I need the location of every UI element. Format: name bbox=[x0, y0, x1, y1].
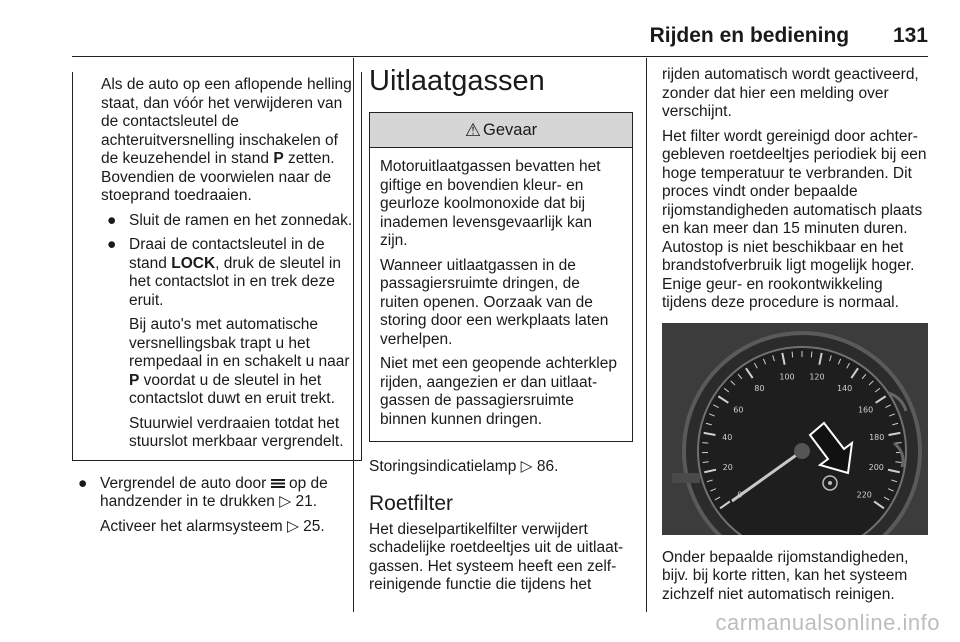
text-span: Bij auto's met automatische versnellingsbak trapt u het rempedaal in en schakelt u naar bbox=[129, 316, 350, 370]
bold-term: P bbox=[273, 150, 284, 167]
column-left bbox=[78, 72, 353, 542]
page-number: 131 bbox=[892, 24, 928, 47]
gauge-tick-label: 40 bbox=[722, 432, 733, 442]
gauge-tick-label: 220 bbox=[856, 490, 872, 500]
warning-box bbox=[369, 112, 633, 442]
bold-term: LOCK bbox=[171, 254, 216, 272]
watermark: carmanualsonline.info bbox=[715, 610, 940, 635]
warning-title: Gevaar bbox=[483, 120, 538, 139]
alarm-paragraph bbox=[78, 518, 340, 537]
gauge-tick-label: 200 bbox=[868, 462, 884, 472]
boxed-note bbox=[72, 72, 362, 461]
page-reference-triangle-icon: ▷ bbox=[520, 458, 533, 475]
gauge-tick-label: 140 bbox=[836, 383, 853, 393]
section-title: Uitlaatgassen bbox=[369, 65, 545, 97]
automatic-paragraph bbox=[101, 316, 353, 409]
bullet-icon: ● bbox=[78, 474, 88, 492]
warning-paragraph: Motoruitlaatgassen bevatten het giftige en bovendien kleur- en geurloze koolmonoxide dat bij inademen levensgevaarlijk kan zijn. bbox=[380, 158, 601, 249]
gauge-tick-label: 180 bbox=[869, 432, 885, 442]
box-paragraph bbox=[101, 76, 353, 206]
text-span: Als de auto op een aflopende helling staat, dan vóór het verwijderen van de contactsleutel de achteruitversnelling inschakelen of de keuzehendel in stand bbox=[101, 76, 352, 167]
gauge-tick-label: 60 bbox=[733, 404, 744, 414]
text-span: zetten. Bovendien de voorwielen naar de stoeprand toedraaien. bbox=[101, 150, 335, 204]
list-item bbox=[101, 212, 353, 231]
gauge-tick bbox=[811, 351, 812, 357]
page-reference-triangle-icon: ▷ bbox=[279, 493, 292, 511]
warning-paragraph: Wanneer uitlaatgassen in de passagiersruimte dringen, de ruiten openen. Oorzaak van de storing door een werkplaats laten verhelpen. bbox=[380, 256, 609, 348]
warning-header bbox=[370, 113, 632, 148]
steering-paragraph: Stuurwiel verdraaien totdat het stuurslot merkbaar vergrendelt. bbox=[129, 414, 344, 450]
speedometer-illustration bbox=[662, 323, 928, 535]
bullet-text bbox=[100, 475, 328, 511]
text-span: Vergrendel de auto door bbox=[100, 474, 271, 492]
page-reference: 86. bbox=[536, 458, 559, 475]
text-span: Activeer het alarmsysteem bbox=[100, 517, 287, 535]
page-reference-triangle-icon: ▷ bbox=[286, 517, 299, 535]
bullet-text bbox=[129, 236, 341, 309]
gauge-hub bbox=[794, 443, 810, 459]
column-middle bbox=[369, 64, 633, 601]
text-span: voordat u de sleutel in het contactslot duwt en eruit trekt. bbox=[129, 371, 335, 407]
bullet-icon: ● bbox=[107, 236, 117, 253]
page-reference: 21. bbox=[295, 493, 318, 511]
list-item bbox=[101, 236, 353, 310]
gauge-tick-label: 80 bbox=[754, 383, 765, 393]
warning-paragraph: Niet met een geopende achterklep rijden, aangezien er dan uitlaatgassen de passagiersruimte binnen kunnen dringen. bbox=[380, 355, 617, 428]
text-span: op de handzender in te drukken bbox=[100, 474, 328, 511]
gauge-tick bbox=[792, 351, 793, 357]
paragraph: Het filter wordt gereinigd door achtergebleven roetdeeltjes periodiek bij een hoge temperatuur te verbranden. Dit proces vindt onder bepaalde rijomstandigheden automatisch plaats en kan meer dan 15 minuten duren. Autostop is niet beschikbaar en het brandstofverbruik ligt mogelijk hoger. Enige geur- en rookontwikkeling tijdens deze procedure is normaal. bbox=[662, 127, 927, 311]
text-span: Draai de contactsleutel in de stand bbox=[129, 236, 325, 272]
cluster-display bbox=[672, 473, 700, 483]
gauge-tick bbox=[703, 461, 709, 462]
page-header bbox=[650, 24, 928, 48]
column-divider bbox=[646, 58, 647, 612]
gauge-tick-label: 100 bbox=[779, 371, 795, 381]
gauge-tick-label: 20 bbox=[722, 462, 733, 472]
page-reference: 25. bbox=[303, 517, 325, 535]
paragraph: rijden automatisch wordt geactiveerd, zonder dat hier een melding over verschijnt. bbox=[662, 66, 919, 120]
text-span: , druk de sleutel in het contactslot in en trek deze eruit. bbox=[129, 254, 341, 309]
bold-term: P bbox=[129, 371, 140, 389]
bullet-text: Sluit de ramen en het zonnedak. bbox=[129, 211, 353, 229]
subsection-title: Roetfilter bbox=[369, 491, 454, 515]
list-item bbox=[72, 475, 340, 512]
paragraph: Onder bepaalde rijomstandigheden, bijv. bij korte ritten, kan het systeem zichzelf niet automatisch reinigen. bbox=[662, 548, 909, 603]
gauge-tick bbox=[895, 461, 901, 462]
bullet-icon: ● bbox=[107, 211, 117, 229]
warning-body bbox=[370, 148, 632, 441]
storing-paragraph bbox=[369, 458, 633, 477]
warning-triangle-icon: ⚠ bbox=[464, 119, 482, 140]
text-span: Storingsindicatielamp bbox=[369, 458, 521, 475]
header-rule bbox=[72, 56, 928, 57]
gauge-tick-label: 120 bbox=[809, 371, 825, 381]
roetfilter-paragraph: Het dieselpartikelfilter verwijdert schadelijke roetdeeltjes uit de uitlaatgassen. Het systeem heeft een zelfreinigende functie die tijdens het bbox=[369, 520, 624, 593]
column-right bbox=[662, 66, 928, 610]
lock-button-icon bbox=[271, 475, 285, 494]
instrument-cluster-image bbox=[662, 323, 928, 535]
gauge-tick-label: 160 bbox=[857, 404, 874, 414]
chapter-title: Rijden en bediening bbox=[649, 24, 850, 47]
